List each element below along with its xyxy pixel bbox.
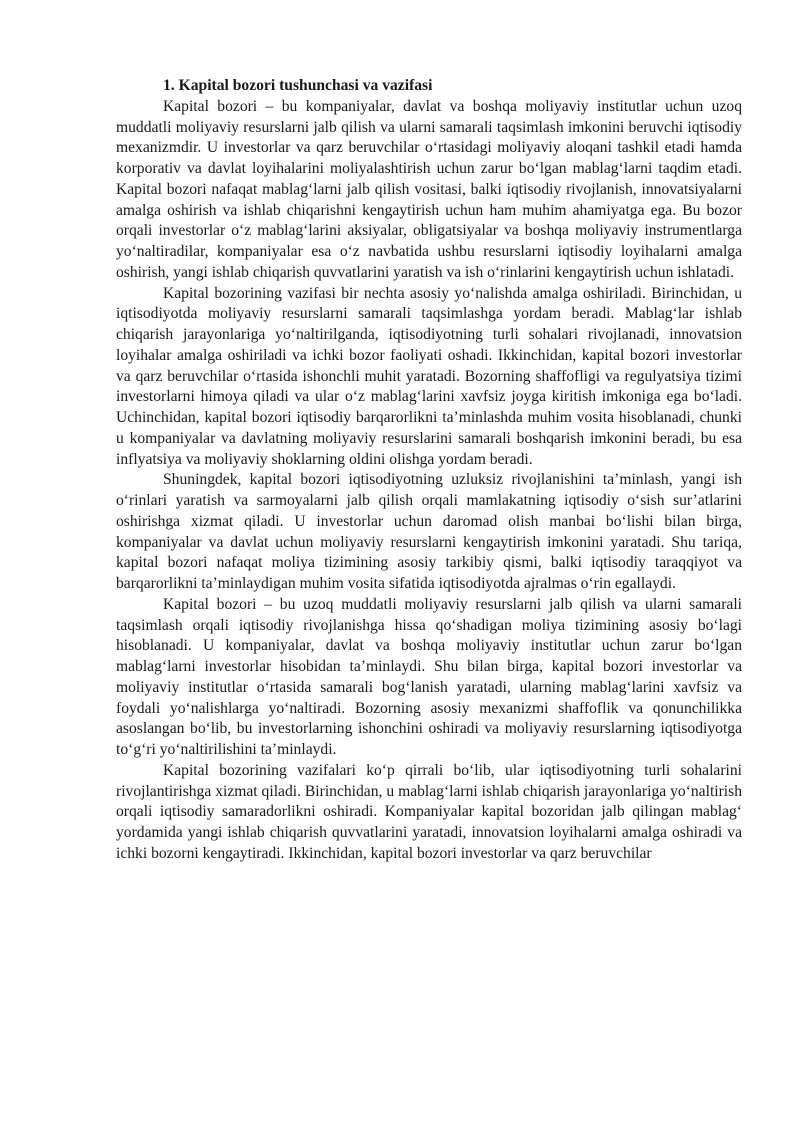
paragraph-4: Kapital bozori – bu uzoq muddatli moliyaviy resurslarni jalb qilish va ularni samarali taqsimlash orqali iqtisodiy rivojlanishga hissa qo‘shadigan moliya tizimining asosiy bo‘lagi hisoblanadi. U kompaniyalar, davlat va boshqa moliyaviy institutlar uchun zarur bo‘lgan mablag‘larni investorlar hisobidan ta’minlaydi. Shu bilan birga, kapital bozori investorlar va moliyaviy institutlar o‘rtasida samarali bog‘lanish yaratadi, ularning mablag‘larini xavfsiz va foydali yo‘nalishlarga yo‘naltiradi. Bozorning asosiy mexanizmi shaffoflik va qonunchilikka asoslangan bo‘lib, bu investorlarning ishonchini oshiradi va moliyaviy resurslarning iqtisodiyotga to‘g‘ri yo‘naltirilishini ta’minlaydi.: [116, 595, 742, 758]
paragraph-2: Kapital bozorining vazifasi bir nechta asosiy yo‘nalishda amalga oshiriladi. Birinchidan, u iqtisodiyotda moliyaviy resurslarni samarali taqsimlashga yordam beradi. Mablag‘lar ishlab chiqarish jarayonlariga yo‘naltirilganda, iqtisodiyotning turli sohalari rivojlanadi, innovatsion loyihalar amalga oshiriladi va ichki bozor faoliyati oshadi. Ikkinchidan, kapital bozori investorlar va qarz beruvchilar o‘rtasida ishonchli muhit yaratadi. Bozorning shaffofligi va regulyatsiya tizimi investorlarni himoya qiladi va ular o‘z mablag‘larini xavfsiz joyga kiritish imkoniga ega bo‘ladi. Uchinchidan, kapital bozori iqtisodiy barqarorlikni ta’minlashda muhim vosita hisoblanadi, chunki u kompaniyalar va davlatning moliyaviy resurslarini samarali boshqarish imkonini beradi, bu esa inflyatsiya va moliyaviy shoklarning oldini olishga yordam beradi.: [116, 284, 742, 468]
paragraph-5: Kapital bozorining vazifalari ko‘p qirrali bo‘lib, ular iqtisodiyotning turli sohalarini rivojlantirishga xizmat qiladi. Birinchidan, u mablag‘larni ishlab chiqarish jarayonlariga yo‘naltirish orqali iqtisodiy samaradorlikni oshiradi. Kompaniyalar kapital bozoridan jalb qilingan mablag‘ yordamida yangi ishlab chiqarish quvvatlarini yaratadi, innovatsion loyihalarni amalga oshiradi va ichki bozorni kengaytiradi. Ikkinchidan, kapital bozori investorlar va qarz beruvchilar: [116, 761, 742, 862]
paragraph-1: Kapital bozori – bu kompaniyalar, davlat va boshqa moliyaviy institutlar uchun uzoq muddatli moliyaviy resurslarni jalb qilish va ularni samarali taqsimlash imkonini beruvchi iqtisodiy mexanizmdir. U investorlar va qarz beruvchilar o‘rtasidagi moliyaviy aloqani tashkil etadi hamda korporativ va davlat loyihalarini moliyalashtirish uchun zarur bo‘lgan mablag‘larni taqdim etadi. Kapital bozori nafaqat mablag‘larni jalb qilish vositasi, balki iqtisodiy rivojlanish, innovatsiyalarni amalga oshirish va ishlab chiqarishni kengaytirish uchun ham muhim ahamiyatga ega. Bu bozor orqali investorlar o‘z mablag‘larini aksiyalar, obligatsiyalar va boshqa moliyaviy instrumentlarga yo‘naltiradilar, kompaniyalar esa o‘z navbatida ushbu resurslarni iqtisodiy loyihalarni amalga oshirish, yangi ishlab chiqarish quvvatlarini yaratish va ish o‘rinlarini kengaytirish uchun ishlatadi.: [116, 97, 742, 281]
document-page: [116, 76, 742, 865]
paragraph-3: Shuningdek, kapital bozori iqtisodiyotning uzluksiz rivojlanishini ta’minlash, yangi ish o‘rinlari yaratish va sarmoyalarni jalb qilish orqali mamlakatning iqtisodiy o‘sish sur’atlarini oshirishga xizmat qiladi. U investorlar uchun daromad olish manbai bo‘lishi bilan birga, kompaniyalar va davlat uchun moliyaviy resurslarni kengaytirish imkonini yaratadi. Shu tariqa, kapital bozori nafaqat moliya tizimining asosiy tarkibiy qismi, balki iqtisodiy taraqqiyot va barqarorlikni ta’minlaydigan muhim vosita sifatida iqtisodiyotda ajralmas o‘rin egallaydi.: [116, 471, 742, 592]
section-heading: 1. Kapital bozori tushunchasi va vazifasi: [163, 77, 433, 94]
